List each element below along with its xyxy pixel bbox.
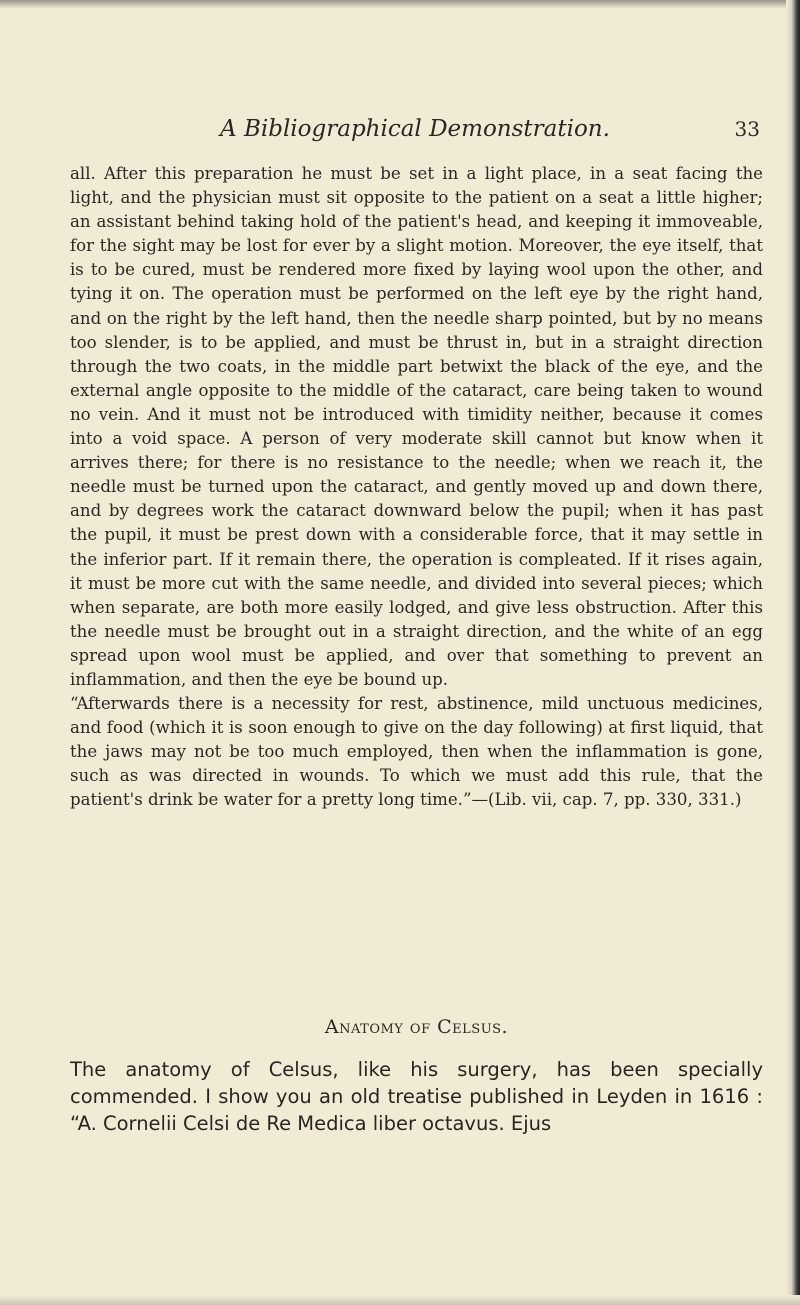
paragraph-2: “Afterwards there is a necessity for rest, abstinence, mild unctuous medicines, and food (which it is soon enough to give on the day following) at first liquid, that the jaws may not be too much employed, then when the inflammation is gone, such as was directed in wounds. To which we must add this rule, that the patient's drink be water for a pretty long time.”—(Lib. vii, cap. 7, pp. 330, 331.) xyxy=(70,694,763,810)
section-heading: Anatomy of Celsus. xyxy=(324,1016,509,1038)
page-number: 33 xyxy=(734,117,760,141)
page-header xyxy=(70,116,760,152)
page-bottom-edge xyxy=(0,1295,800,1305)
page-right-edge xyxy=(786,0,800,1305)
section-paragraph-text: The anatomy of Celsus, like his surgery, has been specially commended. I show you an old treatise published in Leyden in 1616 : “A. Cornelii Celsi de Re Medica liber octavus. Ejus xyxy=(70,1058,763,1135)
page-top-edge xyxy=(0,0,800,8)
body-text xyxy=(70,162,763,813)
running-title: A Bibliographical Demonstration. xyxy=(220,116,610,142)
paragraph-1: all. After this preparation he must be set in a light place, in a seat facing the light, and the physician must sit opposite to the patient on a seat a little higher; an assistant behind taking hold of the patient's head, and keeping it immoveable, for the sight may be lost for ever by a slight motion. Moreover, the eye itself, that is to be cured, must be rendered more fixed by laying wool upon the other, and tying it on. The operation must be performed on the left eye by the right hand, and on the right by the left hand, then the needle sharp pointed, but by no means too slender, is to be applied, and must be thrust in, but in a straight direction through the two coats, in the middle part betwixt the black of the eye, and the external angle opposite to the middle of the cataract, care being taken to wound no vein. And it must not be introduced with timidity neither, because it comes into a void space. A person of very moderate skill cannot but know when it arrives there; for there is no resistance to the needle; when we reach it, the needle must be turned upon the cataract, and gently moved up and down there, and by degrees work the cataract downward below the pupil; when it has past the pupil, it must be prest down with a considerable force, that it may settle in the inferior part. If it remain there, the operation is compleated. If it rises again, it must be more cut with the same needle, and divided into several pieces; which when separate, are both more easily lodged, and give less obstruction. After this the needle must be brought out in a straight direction, and the white of an egg spread upon wool must be applied, and over that something to prevent an inflammation, and then the eye be bound up. xyxy=(70,164,763,689)
section-paragraph xyxy=(70,1056,763,1137)
